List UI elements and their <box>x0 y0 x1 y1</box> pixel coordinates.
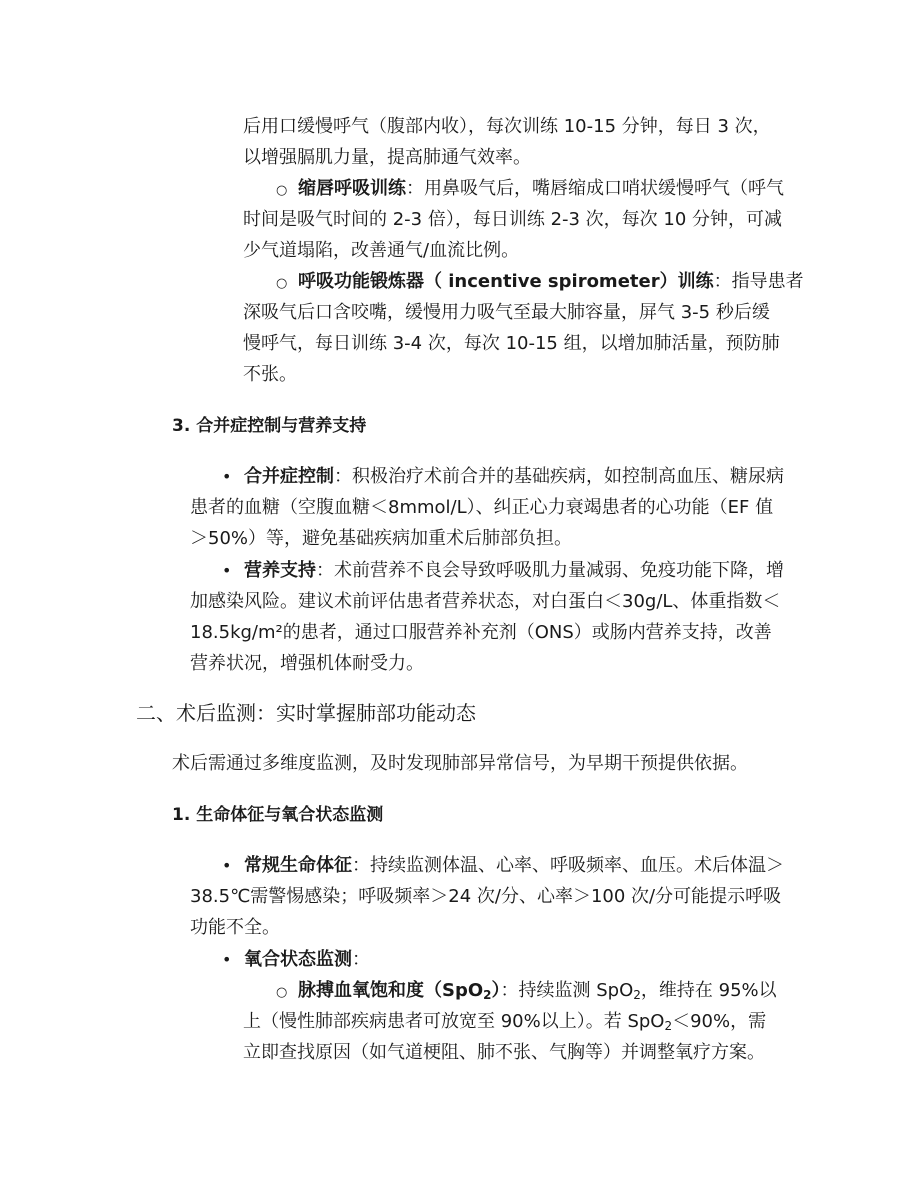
text: 3. 合并症控制与营养支持 <box>172 416 367 436</box>
paragraph-line <box>243 112 771 142</box>
text: ：指导患者 <box>713 271 804 292</box>
text: ：术前营养不良会导致呼吸肌力量减弱、免疫功能下降，增 <box>316 560 784 581</box>
text: 以增强膈肌力量，提高肺通气效率。 <box>243 147 531 168</box>
paragraph-line <box>243 143 531 173</box>
text: ：用鼻吸气后，嘴唇缩成口哨状缓慢呼气（呼气 <box>406 178 784 199</box>
list-item-oxygenation <box>222 945 370 975</box>
subheading <box>172 411 366 441</box>
text: 二、术后监测：实时掌握肺部功能动态 <box>136 701 476 725</box>
text: 加感染风险。建议术前评估患者营养状态，对白蛋白＜30g/L、体重指数＜ <box>190 591 781 612</box>
list-item-comorbidity <box>222 462 784 492</box>
text: ＞50%）等，避免基础疾病加重术后肺部负担。 <box>190 528 573 549</box>
text: 慢呼气，每日训练 3-4 次，每次 10-15 组，以增加肺活量，预防肺 <box>243 333 780 354</box>
dot-bullet-icon: • <box>222 856 232 875</box>
text: 立即查找原因（如气道梗阻、肺不张、气胸等）并调整氧疗方案。 <box>243 1042 765 1063</box>
text: 时间是吸气时间的 2-3 倍），每日训练 2-3 次，每次 10 分钟，可减 <box>243 209 783 230</box>
item-title: 氧合状态监测 <box>244 949 352 970</box>
paragraph-line <box>243 1038 765 1068</box>
dot-bullet-icon: • <box>222 467 232 486</box>
text: 患者的血糖（空腹血糖＜8mmol/L）、纠正心力衰竭患者的心功能（EF 值 <box>190 497 774 518</box>
item-title: 合并症控制 <box>244 466 334 487</box>
list-item-pursed-lip <box>276 174 784 204</box>
text: 不张。 <box>243 364 297 385</box>
text: ） <box>491 980 501 1001</box>
paragraph-line <box>190 524 572 554</box>
text: 术后需通过多维度监测，及时发现肺部异常信号，为早期干预提供依据。 <box>172 753 748 774</box>
circle-bullet-icon: ○ <box>276 276 288 291</box>
list-item-spo2 <box>276 976 777 1006</box>
text: ，维持在 95%以 <box>640 980 777 1001</box>
subscript: 2 <box>664 1019 673 1033</box>
paragraph-line <box>190 493 773 523</box>
text: ： <box>352 949 370 970</box>
subscript: 2 <box>633 988 641 1002</box>
paragraph-line <box>243 1007 766 1037</box>
list-item-nutrition <box>222 556 784 586</box>
text: ＜90%，需 <box>672 1011 767 1032</box>
item-title <box>298 980 501 1001</box>
section-intro <box>172 749 748 779</box>
item-title: 常规生命体征 <box>244 855 352 876</box>
item-title: 营养支持 <box>244 560 316 581</box>
section-heading <box>136 698 476 728</box>
paragraph-line <box>190 587 780 617</box>
text: 少气道塌陷，改善通气/血流比例。 <box>243 240 520 261</box>
subheading <box>172 800 383 830</box>
paragraph-line <box>190 618 772 648</box>
subscript: 2 <box>483 988 492 1002</box>
text: ：持续监测体温、心率、呼吸频率、血压。术后体温＞ <box>352 855 784 876</box>
text: 上（慢性肺部疾病患者可放宽至 90%以上）。若 SpO <box>243 1011 665 1032</box>
text: ：持续监测 SpO <box>500 980 634 1001</box>
paragraph-line <box>190 913 280 943</box>
paragraph-line <box>243 329 780 359</box>
text: 脉搏血氧饱和度（SpO <box>298 980 484 1001</box>
text: 后用口缓慢呼气（腹部内收），每次训练 10-15 分钟，每日 3 次， <box>243 116 771 137</box>
paragraph-line <box>190 882 781 912</box>
paragraph-line <box>243 298 770 328</box>
paragraph-line <box>243 205 782 235</box>
text: 38.5℃需警惕感染；呼吸频率＞24 次/分、心率＞100 次/分可能提示呼吸 <box>190 886 782 907</box>
item-title: 呼吸功能锻炼器（ incentive spirometer）训练 <box>298 271 714 292</box>
dot-bullet-icon: • <box>222 561 232 580</box>
dot-bullet-icon: • <box>222 950 232 969</box>
text: 18.5kg/m²的患者，通过口服营养补充剂（ONS）或肠内营养支持，改善 <box>190 622 772 643</box>
text: 营养状况，增强机体耐受力。 <box>190 653 424 674</box>
text: 功能不全。 <box>190 917 280 938</box>
paragraph-line <box>243 236 519 266</box>
text: ：积极治疗术前合并的基础疾病，如控制高血压、糖尿病 <box>334 466 784 487</box>
circle-bullet-icon: ○ <box>276 985 288 1000</box>
item-title: 缩唇呼吸训练 <box>298 178 406 199</box>
text: 1. 生命体征与氧合状态监测 <box>172 805 384 825</box>
paragraph-line <box>190 649 424 679</box>
list-item-vitals <box>222 851 784 881</box>
text: 深吸气后口含咬嘴，缓慢用力吸气至最大肺容量，屏气 3-5 秒后缓 <box>243 302 770 323</box>
paragraph-line <box>243 360 297 390</box>
list-item-spirometer <box>276 267 804 297</box>
circle-bullet-icon: ○ <box>276 183 288 198</box>
